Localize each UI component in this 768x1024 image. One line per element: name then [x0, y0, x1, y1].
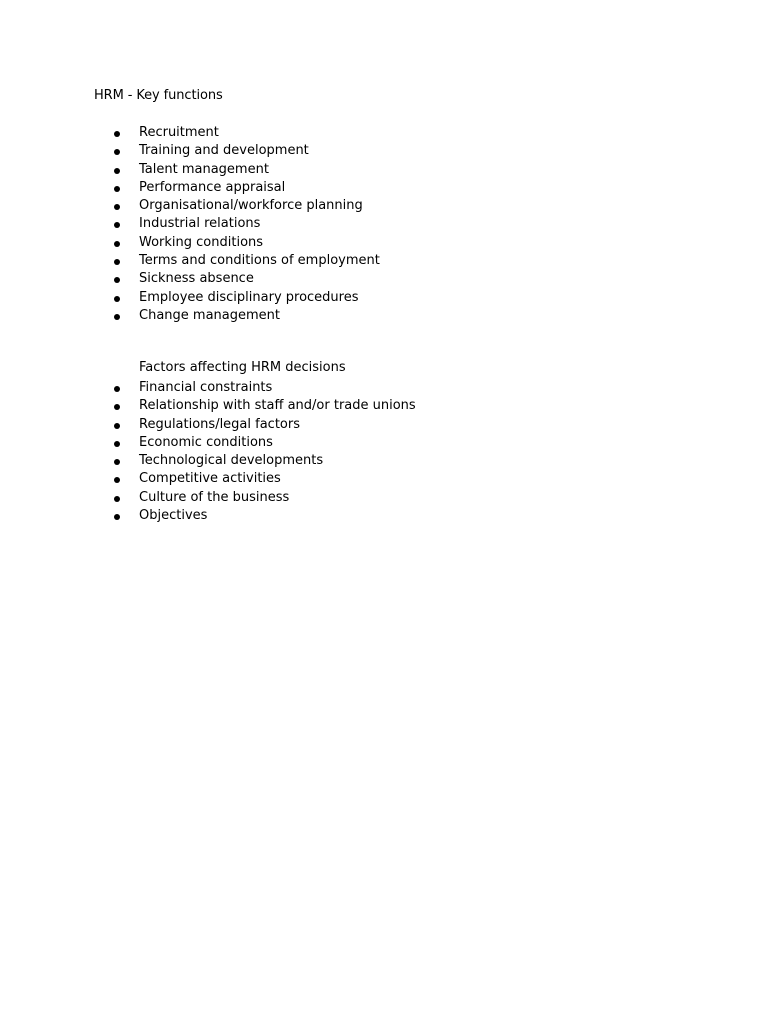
key-function-item-text: Employee disciplinary procedures — [139, 289, 359, 305]
bullet-icon — [114, 386, 120, 392]
bullet-icon — [114, 477, 120, 483]
factor-item-text: Financial constraints — [139, 380, 273, 395]
key-function-item-text: Performance appraisal — [139, 179, 286, 195]
bullet-icon — [114, 277, 120, 283]
key-function-item-text: Recruitment — [139, 125, 219, 140]
bullet-icon — [114, 222, 120, 228]
factor-item-text: Relationship with staff and/or trade unions — [139, 398, 416, 414]
bullet-icon — [114, 204, 120, 210]
bullet-icon — [114, 186, 120, 192]
bullet-icon — [114, 404, 120, 410]
factor-item-text: Economic conditions — [139, 434, 273, 450]
page-title: HRM - Key functions — [94, 88, 223, 103]
bullet-icon — [114, 459, 120, 465]
key-function-item-text: Working conditions — [139, 234, 264, 250]
key-function-item-text: Sickness absence — [139, 271, 254, 287]
factor-item-text: Technological developments — [139, 453, 324, 469]
factor-item-text: Culture of the business — [139, 489, 290, 505]
key-function-item-text: Terms and conditions of employment — [139, 253, 380, 269]
key-function-item-text: Organisational/workforce planning — [139, 198, 363, 214]
bullet-icon — [114, 441, 120, 447]
factor-item-text: Regulations/legal factors — [139, 416, 301, 432]
bullet-icon — [114, 131, 120, 137]
bullet-icon — [114, 259, 120, 265]
bullet-icon — [114, 149, 120, 155]
bullet-icon — [114, 314, 120, 320]
key-function-item-text: Industrial relations — [139, 216, 261, 232]
key-function-item-text: Training and development — [139, 143, 309, 159]
bullet-icon — [114, 296, 120, 302]
bullet-icon — [114, 241, 120, 247]
factor-item-text: Competitive activities — [139, 471, 281, 487]
bullet-icon — [114, 423, 120, 429]
bullet-icon — [114, 496, 120, 502]
factors-heading: Factors affecting HRM decisions — [139, 360, 346, 375]
factor-item-text: Objectives — [139, 508, 208, 524]
key-function-item-text: Talent management — [139, 161, 269, 177]
bullet-icon — [114, 168, 120, 174]
bullet-icon — [114, 514, 120, 520]
key-function-item-text: Change management — [139, 307, 280, 323]
